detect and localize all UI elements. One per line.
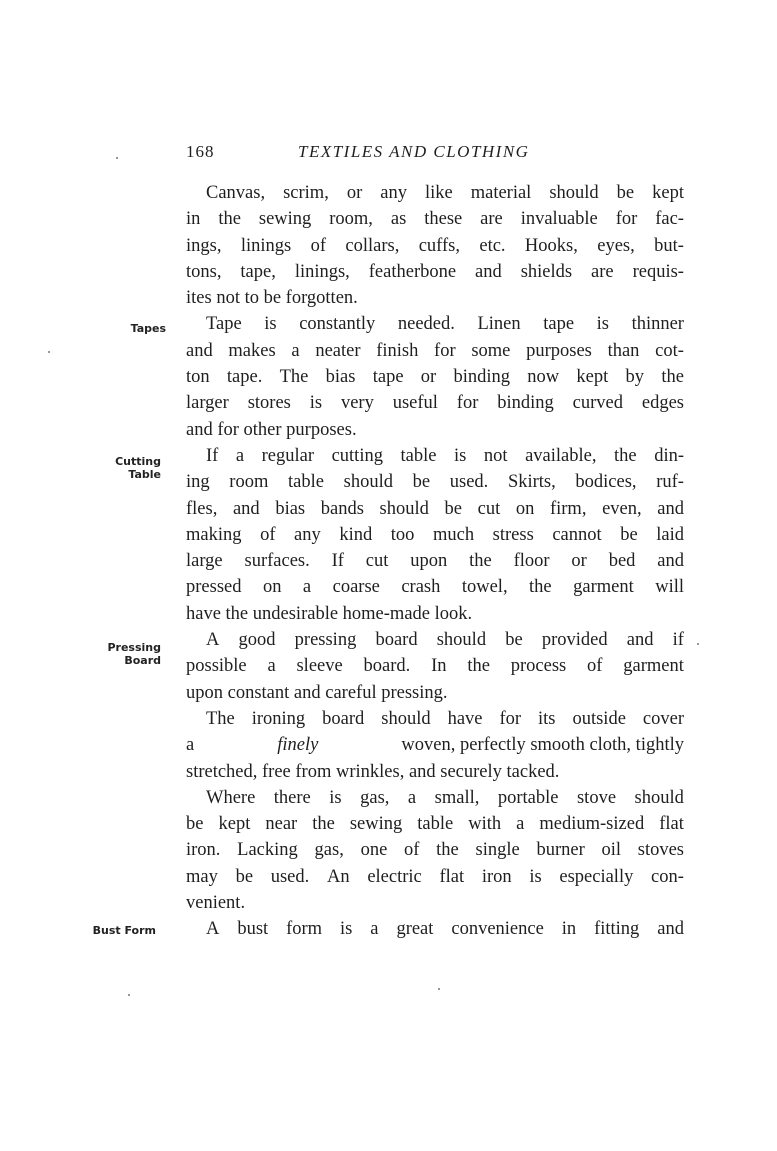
text-line: venient. xyxy=(186,893,246,914)
text-line: and makes a neater finish for some purposes than cot- xyxy=(186,340,684,361)
text-line: If a regular cutting table is not available, the din- xyxy=(206,445,684,466)
margin-note-pressing-text: Pressing xyxy=(107,641,161,654)
scan-speck xyxy=(48,351,50,353)
text-line: stretched, free from wrinkles, and securely tacked. xyxy=(186,761,560,782)
text-line: Canvas, scrim, or any like material should be kept xyxy=(206,183,684,203)
text-line: have the undesirable home-made look. xyxy=(186,603,473,624)
body-text xyxy=(186,180,684,943)
text-line: pressed on a coarse crash towel, the garment will xyxy=(186,577,684,598)
page-header xyxy=(186,142,686,166)
text-line: ton tape. The bias tape or binding now kept by the xyxy=(186,367,684,388)
margin-note-table-text: Table xyxy=(128,468,161,481)
scan-speck xyxy=(128,994,130,996)
text-line: be kept near the sewing table with a medium-sized flat xyxy=(186,814,684,835)
text-line: upon constant and careful pressing. xyxy=(186,682,448,703)
scan-speck xyxy=(697,643,699,645)
margin-note-bust-form xyxy=(78,924,156,937)
text-line: may be used. An electric flat iron is especially con- xyxy=(186,866,684,887)
text-fragment: woven, perfectly smooth cloth, tightly xyxy=(401,735,684,756)
text-line: A bust form is a great convenience in fitting and xyxy=(206,919,684,940)
scan-speck xyxy=(438,988,440,990)
text-line: ites not to be forgotten. xyxy=(186,288,358,309)
margin-note-board-text: Board xyxy=(124,654,161,667)
text-line: Where there is gas, a small, portable stove should xyxy=(206,787,684,808)
text-line: large surfaces. If cut upon the floor or bed and xyxy=(186,551,684,572)
text-line: larger stores is very useful for binding curved edges xyxy=(186,393,684,414)
text-line: ing room table should be used. Skirts, bodices, ruf- xyxy=(186,472,684,493)
text-fragment: a xyxy=(186,735,195,756)
text-line: A good pressing board should be provided and if xyxy=(206,630,684,651)
text-line: possible a sleeve board. In the process of garment xyxy=(186,656,684,677)
margin-note-tapes xyxy=(110,322,166,335)
text-line-italic-mixed xyxy=(186,732,684,758)
text-line: ings, linings of collars, cuffs, etc. Hooks, eyes, but- xyxy=(186,235,684,256)
italic-word: finely xyxy=(277,735,319,756)
margin-note-cutting-table xyxy=(100,455,161,481)
text-line: The ironing board should have for its outside cover xyxy=(206,708,684,729)
text-line: tons, tape, linings, featherbone and shields are requis- xyxy=(186,261,684,282)
page-number: 168 xyxy=(186,142,215,161)
text-line: and for other purposes. xyxy=(186,419,357,440)
text-line: fles, and bias bands should be cut on firm, even, and xyxy=(186,498,684,519)
text-line: Tape is constantly needed. Linen tape is thinner xyxy=(206,314,684,335)
margin-note-bust-form-text: Bust Form xyxy=(92,924,156,937)
margin-note-tapes-text: Tapes xyxy=(130,322,166,335)
margin-note-cutting-text: Cutting xyxy=(115,455,161,468)
margin-note-pressing-board xyxy=(96,641,161,667)
text-line: making of any kind too much stress cannot be laid xyxy=(186,524,684,545)
scan-speck xyxy=(116,157,118,159)
running-title: TEXTILES AND CLOTHING xyxy=(298,142,530,161)
text-line: iron. Lacking gas, one of the single burner oil stoves xyxy=(186,840,684,861)
text-line: in the sewing room, as these are invaluable for fac- xyxy=(186,209,684,230)
